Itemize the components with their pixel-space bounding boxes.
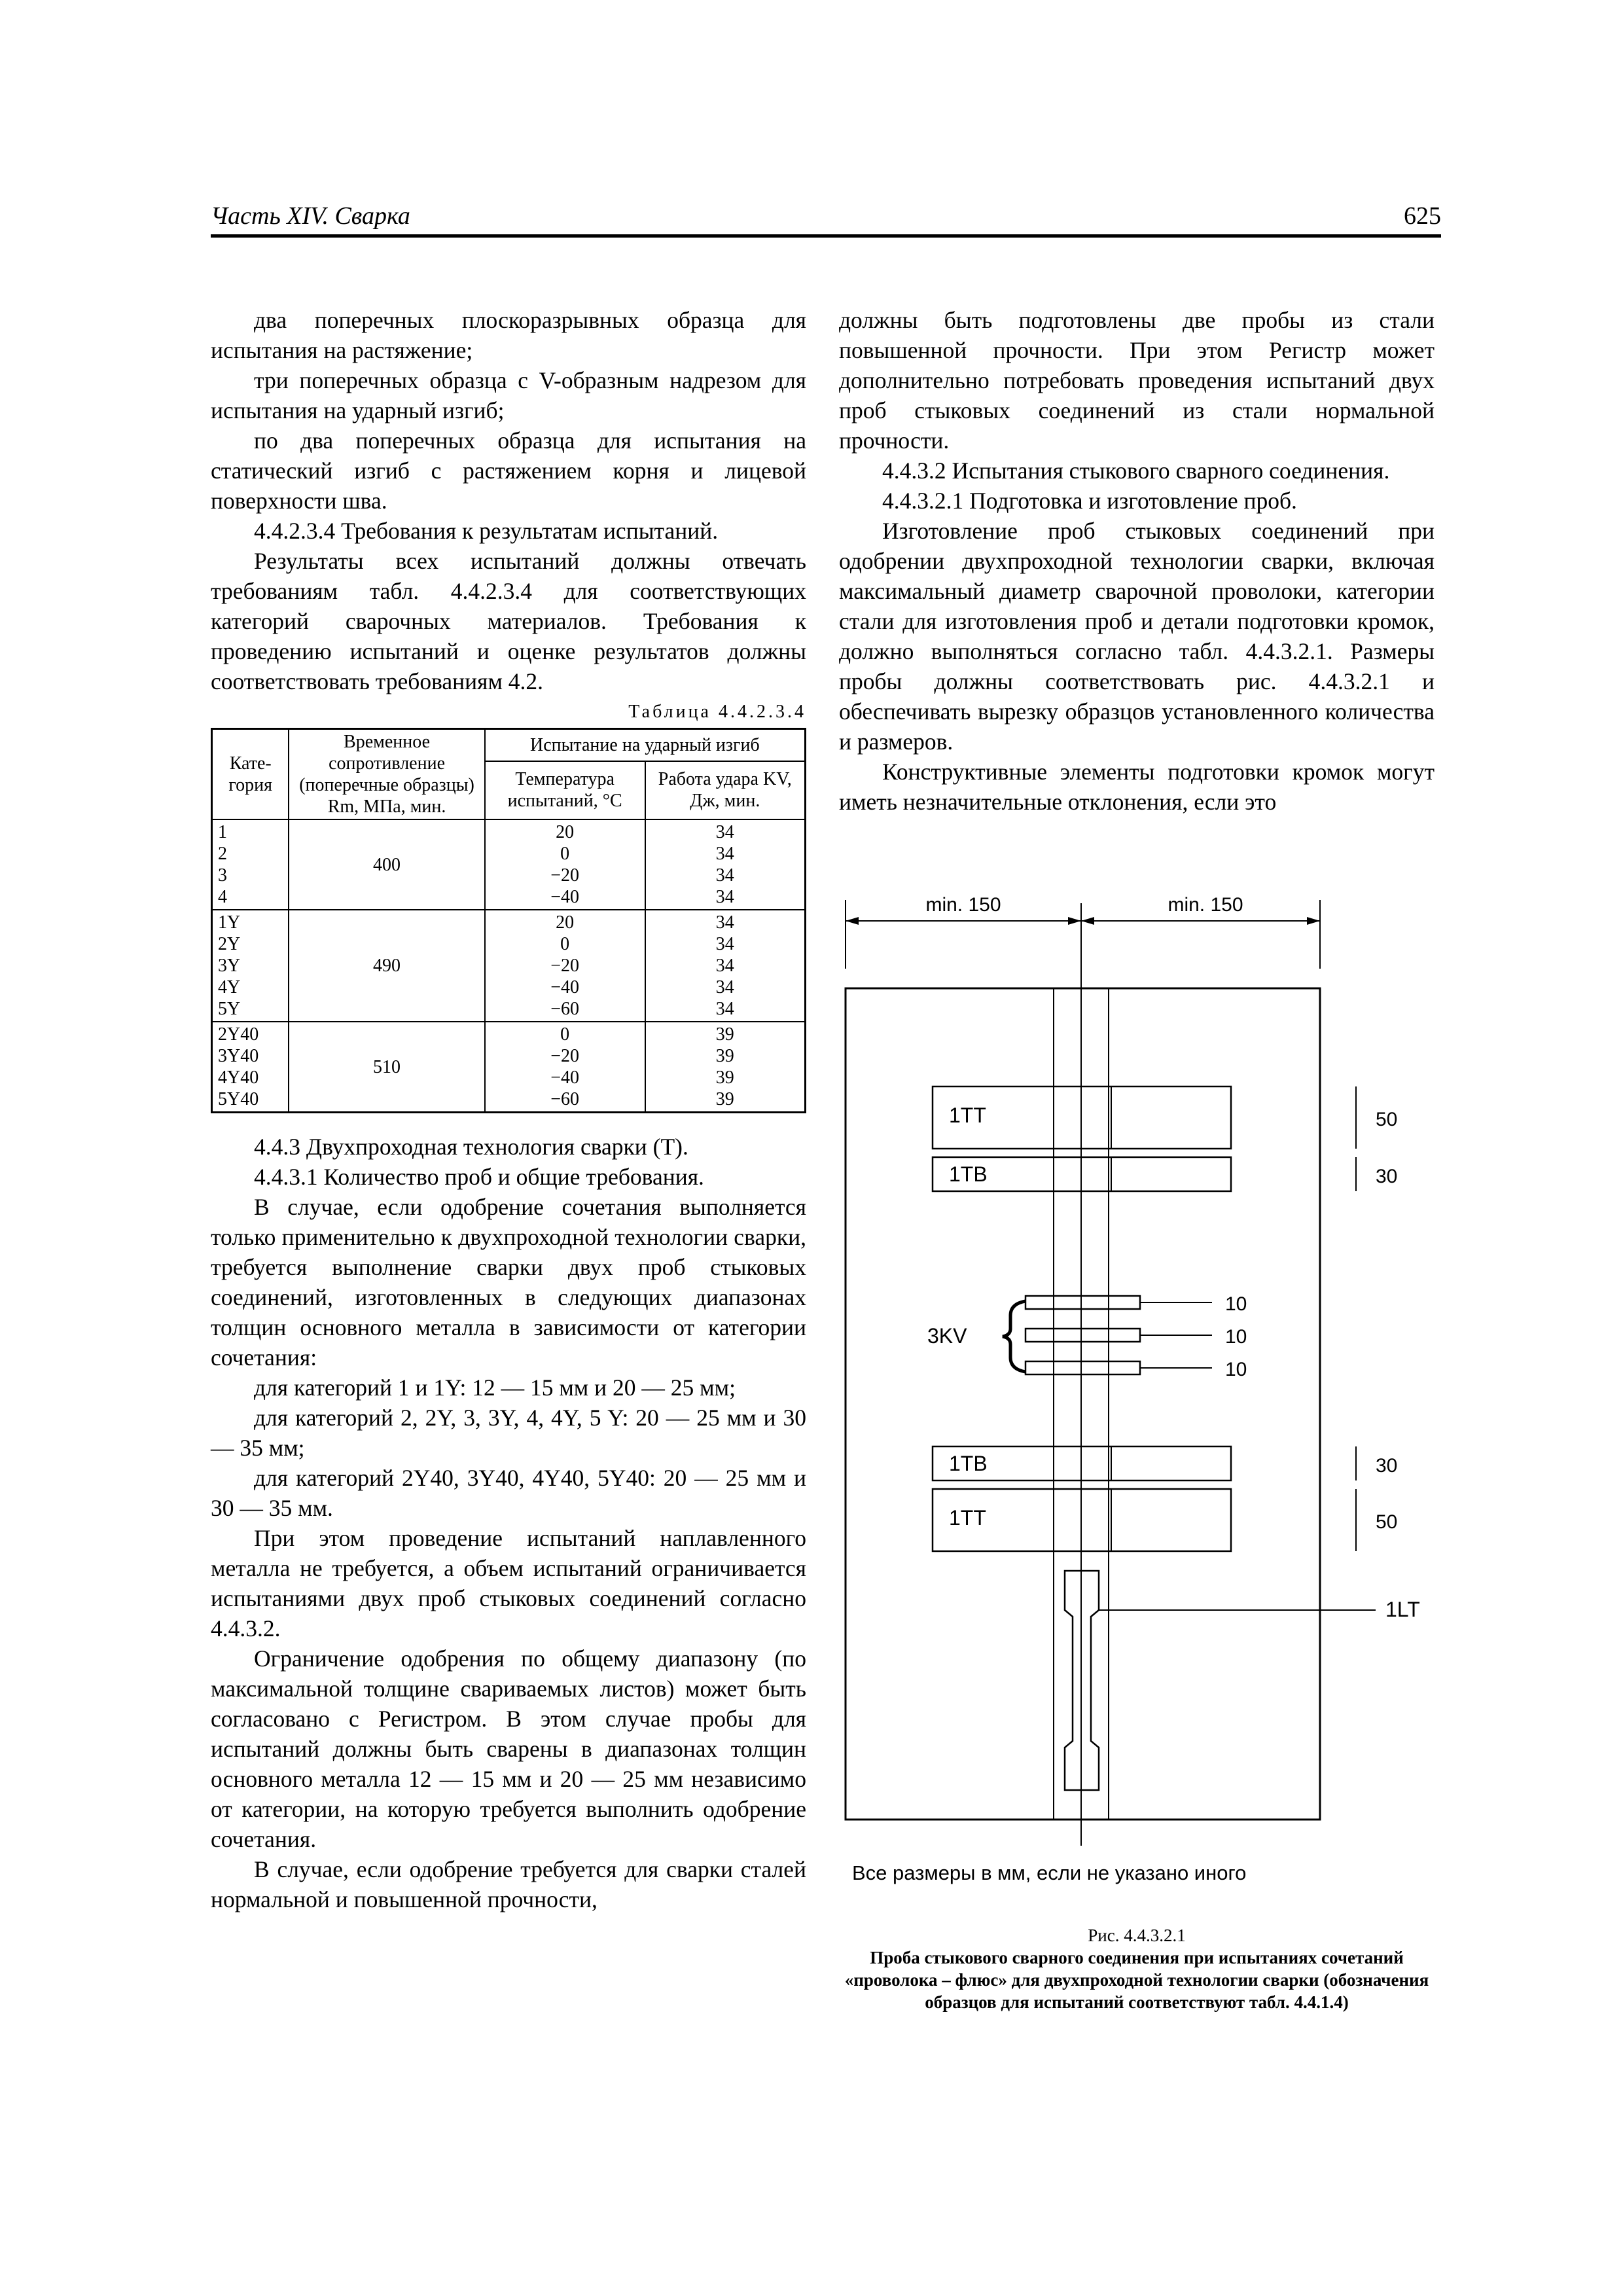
- paragraph: должны быть подготовлены две пробы из стали повышенной прочности. При этом Регистр может дополнительно потребовать проведения испытаний двух проб стыковых соединений из стали нормальной прочности.: [839, 307, 1435, 454]
- specimen-label: 1TT: [949, 1506, 986, 1530]
- specimen-kv: [1026, 1329, 1140, 1342]
- categories-cell: 2Y40 3Y40 4Y40 5Y40: [212, 1022, 289, 1113]
- table-caption: Таблица 4.4.2.3.4: [628, 702, 806, 722]
- table-row: [212, 1022, 806, 1113]
- section-heading: 4.4.3.1 Количество проб и общие требования.: [254, 1164, 704, 1190]
- specimen-label: 1TT: [949, 1103, 986, 1127]
- figure-caption: [839, 1924, 1435, 2013]
- temperature-cell: 20 0 −20 −40: [485, 819, 645, 910]
- tensile-cell: 510: [289, 1022, 484, 1113]
- header-energy: Работа удара KV, Дж, мин.: [645, 761, 806, 819]
- table-row: [212, 819, 806, 910]
- paragraph: Конструктивные элементы подготовки кромок могут иметь незначительные отклонения, если это: [839, 759, 1435, 815]
- table-row: [212, 910, 806, 1022]
- test-piece-drawing: [839, 884, 1435, 1931]
- dimension-label: min. 150: [925, 894, 1001, 916]
- right-column: [839, 305, 1435, 817]
- specimen-dimension: 10: [1225, 1293, 1247, 1315]
- tensile-cell: 490: [289, 910, 484, 1022]
- left-column: [211, 305, 806, 1914]
- specimen-label: 1TB: [949, 1162, 988, 1186]
- page-header: [211, 198, 1441, 238]
- specimen-dimension: 10: [1225, 1326, 1247, 1348]
- specimen-label: 3KV: [927, 1324, 967, 1348]
- header-temperature: Температура испытаний, °С: [485, 761, 645, 819]
- specimen-kv: [1026, 1296, 1140, 1309]
- specimen-dimension: 50: [1376, 1511, 1398, 1533]
- paragraph: Изготовление проб стыковых соединений при одобрении двухпроходной технологии сварки, включая максимальный диаметр сварочной проволоки, категории стали для изготовления проб и детали подготовки кромок, должно выполняться согласно табл. 4.4.3.2.1. Размеры пробы должны соответствовать рис. 4.4.3.2.1 и обеспечивать вырезку образцов установленного количества и размеров.: [839, 518, 1435, 755]
- paragraph: При этом проведение испытаний наплавленного металла не требуется, а объем испытаний ограничивается испытаниями двух проб стыковых соединений согласно 4.4.3.2.: [211, 1525, 806, 1641]
- arrow-icon: [846, 917, 859, 925]
- temperature-cell: 0 −20 −40 −60: [485, 1022, 645, 1113]
- list-item: для категорий 1 и 1Y: 12 — 15 мм и 20 — 25 мм;: [254, 1374, 736, 1401]
- categories-cell: 1 2 3 4: [212, 819, 289, 910]
- specimen-dimension: 50: [1376, 1109, 1398, 1130]
- paragraph: Ограничение одобрения по общему диапазону (по максимальной толщине свариваемых листов) может быть согласовано с Регистром. В этом случае пробы для испытаний должны быть сварены в диапазонах толщин основного металла 12 — 15 мм и 20 — 25 мм независимо от категории, на которую требуется выполнить одобрение сочетания.: [211, 1645, 806, 1852]
- header-tensile: Временное сопротивление (поперечные образцы) Rm, МПа, мин.: [289, 729, 484, 820]
- paragraph: Результаты всех испытаний должны отвечать требованиям табл. 4.4.2.3.4 для соответствующих категорий сварочных материалов. Требования к проведению испытаний и оценке результатов должны соответствовать требованиям 4.2.: [211, 548, 806, 694]
- figure-number: Рис. 4.4.3.2.1: [1088, 1926, 1186, 1945]
- specimen-label: 1LT: [1385, 1598, 1420, 1621]
- test-piece-figure: [839, 884, 1435, 1931]
- plate-outline: [846, 988, 1320, 1820]
- list-item: для категорий 2Y40, 3Y40, 4Y40, 5Y40: 20 — 25 мм и 30 — 35 мм.: [211, 1465, 806, 1521]
- specimen-kv: [1026, 1361, 1140, 1374]
- brace-icon: [1003, 1301, 1026, 1372]
- energy-cell: 34 34 34 34: [645, 819, 806, 910]
- energy-cell: 34 34 34 34 34: [645, 910, 806, 1022]
- specimen-dimension: 30: [1376, 1455, 1398, 1477]
- paragraph: по два поперечных образца для испытания на статический изгиб с растяжением корня и лицевой поверхности шва.: [211, 427, 806, 514]
- specimen-dimension: 30: [1376, 1166, 1398, 1187]
- header-impact: Испытание на ударный изгиб: [485, 729, 806, 761]
- figure-caption-text: Проба стыкового сварного соединения при испытаниях сочетаний «проволока – флюс» для двухпроходной технологии сварки (обозначения образцов для испытаний соответствуют табл. 4.4.1.4): [844, 1948, 1429, 2012]
- tensile-cell: 400: [289, 819, 484, 910]
- list-item: для категорий 2, 2Y, 3, 3Y, 4, 4Y, 5 Y: 20 — 25 мм и 30 — 35 мм;: [211, 1405, 806, 1461]
- section-heading: 4.4.2.3.4 Требования к результатам испытаний.: [254, 518, 719, 544]
- categories-cell: 1Y 2Y 3Y 4Y 5Y: [212, 910, 289, 1022]
- energy-cell: 39 39 39 39: [645, 1022, 806, 1113]
- arrow-icon: [1068, 917, 1081, 925]
- temperature-cell: 20 0 −20 −40 −60: [485, 910, 645, 1022]
- section-heading: 4.4.3.2 Испытания стыкового сварного соединения.: [882, 457, 1390, 484]
- section-heading: 4.4.3.2.1 Подготовка и изготовление проб.: [882, 488, 1297, 514]
- paragraph: два поперечных плоскоразрывных образца для испытания на растяжение;: [211, 307, 806, 363]
- section-heading: 4.4.3 Двухпроходная технология сварки (Т).: [254, 1134, 688, 1160]
- arrow-icon: [1081, 917, 1094, 925]
- running-title: Часть XIV. Сварка: [211, 202, 410, 230]
- results-table: [211, 728, 806, 1113]
- paragraph: три поперечных образца с V-образным надрезом для испытания на ударный изгиб;: [211, 367, 806, 423]
- arrow-icon: [1307, 917, 1320, 925]
- paragraph: В случае, если одобрение требуется для сварки сталей нормальной и повышенной прочности,: [211, 1856, 806, 1912]
- paragraph: В случае, если одобрение сочетания выполняется только применительно к двухпроходной технологии сварки, требуется выполнение сварки двух проб стыковых соединений, изготовленных в следующих диапазонах толщин основного металла в зависимости от категории сочетания:: [211, 1194, 806, 1371]
- header-category: Кате-гория: [212, 729, 289, 820]
- page-number: 625: [1404, 202, 1441, 230]
- specimen-dimension: 10: [1225, 1359, 1247, 1380]
- dimension-label: min. 150: [1168, 894, 1243, 916]
- figure-note: Все размеры в мм, если не указано иного: [852, 1861, 1247, 1884]
- specimen-label: 1TB: [949, 1452, 988, 1475]
